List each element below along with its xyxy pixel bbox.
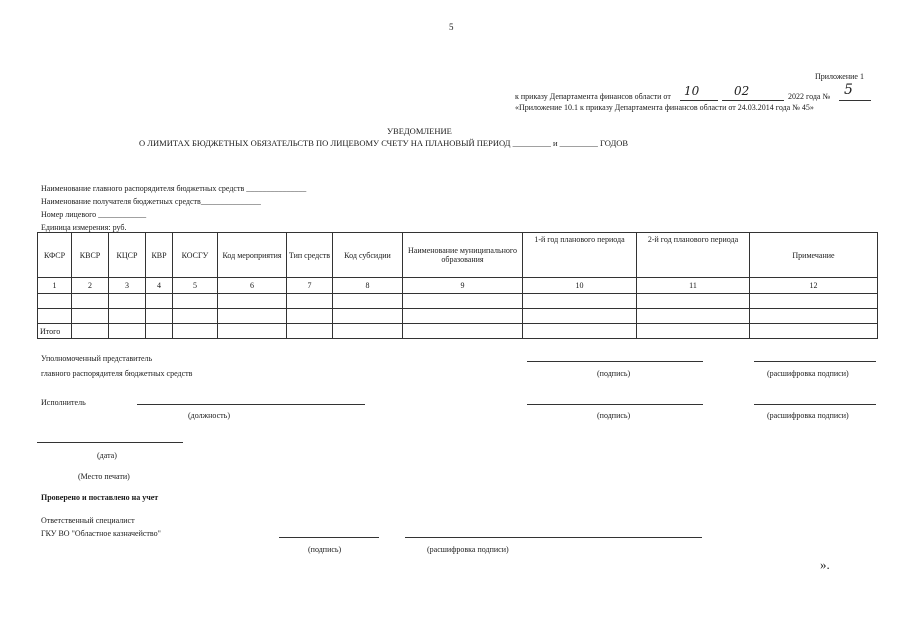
date-caption: (дата) (97, 451, 117, 460)
number-cell: 12 (750, 278, 878, 294)
treasury-label: ГКУ ВО "Областное казначейство" (41, 529, 161, 538)
doc-title: УВЕДОМЛЕНИЕ (387, 126, 452, 136)
order-prefix: к приказу Департамента финансов области от (515, 92, 671, 101)
header-cell: 1-й год планового периода (523, 233, 637, 278)
total-label: Итого (38, 324, 72, 339)
header-cell: Код субсидии (333, 233, 403, 278)
number-cell: 2 (72, 278, 109, 294)
order-month-line (722, 100, 784, 101)
order-day: 10 (684, 84, 700, 98)
header-cell: Код мероприятия (218, 233, 287, 278)
specialist-signature-line (279, 537, 379, 538)
order-year: 2022 года № (788, 92, 831, 101)
total-row (38, 324, 878, 339)
doc-subtitle: О ЛИМИТАХ БЮДЖЕТНЫХ ОБЯЗАТЕЛЬСТВ ПО ЛИЦЕВОМУ СЧЕТУ НА ПЛАНОВЫЙ ПЕРИОД _________ и _________ ГОДОВ (139, 138, 629, 148)
number-cell: 8 (333, 278, 403, 294)
rep-line1: Уполномоченный представитель (41, 354, 153, 363)
executor-decoding-line (754, 404, 876, 405)
number-cell: 7 (287, 278, 333, 294)
order-day-line (680, 100, 718, 101)
date-line (37, 442, 183, 443)
specialist-signature-caption: (подпись) (308, 545, 342, 554)
header-cell: КФСР (38, 233, 72, 278)
number-cell: 11 (637, 278, 750, 294)
header-cell: КВР (146, 233, 173, 278)
number-cell: 9 (403, 278, 523, 294)
number-cell: 4 (146, 278, 173, 294)
quote-line: «Приложение 10.1 к приказу Департамента финансов области от 24.03.2014 года № 45» (515, 103, 814, 112)
field-account: Номер лицевого ____________ (41, 210, 147, 219)
header-cell: 2-й год планового периода (637, 233, 750, 278)
rep-decoding-caption: (расшифровка подписи) (767, 369, 849, 378)
specialist-decoding-line (405, 537, 702, 538)
appendix-label: Приложение 1 (815, 72, 864, 81)
field-main-manager: Наименование главного распорядителя бюджетных средств _______________ (41, 184, 307, 193)
header-row (38, 233, 878, 278)
number-cell: 5 (173, 278, 218, 294)
header-cell: КЦСР (109, 233, 146, 278)
order-month: 02 (734, 84, 750, 98)
number-cell: 3 (109, 278, 146, 294)
blank-row (38, 294, 878, 309)
specialist-decoding-caption: (расшифровка подписи) (427, 545, 509, 554)
field-recipient: Наименование получателя бюджетных средств_______________ (41, 197, 261, 206)
header-cell: КОСГУ (173, 233, 218, 278)
rep-decoding-line (754, 361, 876, 362)
order-number: 5 (844, 82, 853, 98)
column-number-row (38, 278, 878, 294)
limits-table (37, 232, 878, 339)
executor-decoding-caption: (расшифровка подписи) (767, 411, 849, 420)
header-cell: Наименование муниципального образования (403, 233, 523, 278)
number-cell: 1 (38, 278, 72, 294)
rep-line2: главного распорядителя бюджетных средств (41, 369, 193, 378)
header-cell: КВСР (72, 233, 109, 278)
field-unit: Единица измерения: руб. (41, 223, 127, 232)
closing-quote: ». (820, 557, 830, 572)
number-cell: 6 (218, 278, 287, 294)
page-number: 5 (449, 22, 454, 32)
executor-signature-caption: (подпись) (597, 411, 631, 420)
header-cell: Примечание (750, 233, 878, 278)
seal-caption: (Место печати) (78, 472, 130, 481)
executor-signature-line (527, 404, 703, 405)
number-cell: 10 (523, 278, 637, 294)
header-cell: Тип средств (287, 233, 333, 278)
blank-row (38, 309, 878, 324)
rep-signature-line (527, 361, 703, 362)
executor-position-line (137, 404, 365, 405)
executor-label: Исполнитель (41, 398, 86, 407)
executor-position-caption: (должность) (188, 411, 230, 420)
verified-heading: Проверено и поставлено на учет (41, 493, 159, 502)
rep-signature-caption: (подпись) (597, 369, 631, 378)
specialist-label: Ответственный специалист (41, 516, 135, 525)
order-number-line (839, 100, 871, 101)
